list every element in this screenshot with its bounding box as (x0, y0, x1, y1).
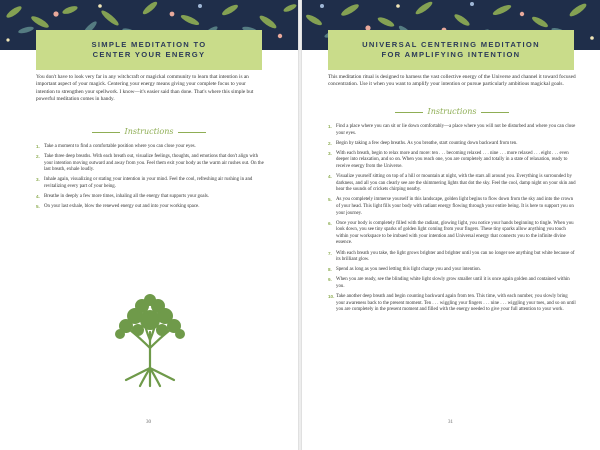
step-number: 3. (328, 150, 332, 156)
left-instructions-label: Instructions (124, 127, 174, 136)
right-instructions-label: Instructions (427, 107, 477, 116)
step-number: 6. (328, 220, 332, 226)
list-item (328, 141, 576, 148)
step-number: 8. (328, 267, 332, 273)
step-text: Find a place where you can sit or lie down comfortably—a place where you will not be disturbed and where you can close your eyes. (336, 124, 576, 136)
right-title-line-1: UNIVERSAL CENTERING MEDITATION (362, 40, 540, 49)
left-steps-list (36, 144, 264, 214)
step-text: Once your body is completely filled with the radiant, glowing light, you notice your hands beginning to tingle. When you look down, you see tiny sparks of golden light coming from your fingers. These tiny sparks allow anything you touch within your workspace to be imbued with your intention and Universal energy that connects you to the infinite divine essence. (336, 220, 574, 246)
step-text: As you completely immerse yourself in this landscape, golden light begins to flow down from the sky and into the crown of your head. This light fills your body with radiant energy flowing through your entire being. It is here to support you on your journey. (336, 197, 574, 216)
right-title-box (328, 30, 574, 70)
list-item (36, 204, 264, 211)
left-title-box (36, 30, 262, 70)
left-instructions-heading (36, 127, 262, 136)
right-page (302, 0, 600, 450)
list-item (328, 221, 576, 247)
step-number: 5. (328, 197, 332, 203)
list-item (328, 267, 576, 274)
step-text: Begin by taking a few deep breaths. As you breathe, start counting down backward from ten. (336, 140, 518, 146)
list-item (36, 194, 264, 201)
heading-rule-left (92, 132, 120, 133)
left-page (0, 0, 298, 450)
step-text: When you are ready, see the blinding white light slowly grow smaller until it is once again golden and contained within you. (336, 277, 570, 289)
list-item (36, 154, 264, 174)
heading-rule-left (395, 112, 423, 113)
list-item (328, 151, 576, 171)
heading-rule-right (481, 112, 509, 113)
right-title-line-2: FOR AMPLIFYING INTENTION (381, 50, 521, 59)
step-text: Breathe in deeply a few more times, inhaling all the energy that supports your goals. (44, 194, 210, 200)
left-page-number: 30 (146, 420, 151, 425)
step-text: Visualize yourself sitting on top of a hill or mountain at night, with the stars all around you. Everything is surrounded by darkness, and all you can clearly see are the shimmering lights that dot the sky. Feel the cool, damp night on your skin and hear the sounds of crickets chirping nearby. (336, 174, 576, 193)
right-instructions-heading (328, 107, 576, 116)
step-text: With each breath, begin to relax more and more: ten . . . becoming relaxed . . . nine . . . more relaxed . . . eight . . . even deeper into relaxation, and so on. When you reach one, you are completely and totally in a state of relaxation, ready to receive energy from the Universe. (336, 150, 569, 169)
list-item (328, 174, 576, 194)
tree-of-life-icon (100, 290, 200, 390)
step-text: Take a moment to find a comfortable position where you can close your eyes. (44, 144, 196, 149)
right-page-number: 31 (448, 420, 453, 425)
list-item (36, 144, 264, 151)
step-number: 7. (328, 250, 332, 256)
step-text: Inhale again, visualizing or stating your intention in your mind. Feel the cool, refreshing air rushing in and revitalizing every part of your being. (44, 177, 253, 189)
right-steps-list (328, 124, 576, 317)
step-number: 1. (328, 124, 332, 129)
list-item (36, 177, 264, 190)
step-number: 10. (328, 293, 335, 299)
step-number: 2. (328, 140, 332, 146)
step-number: 4. (36, 194, 40, 200)
step-number: 1. (36, 144, 40, 149)
list-item (328, 277, 576, 290)
step-text: On your last exhale, blow the renewed energy out and into your working space. (44, 204, 200, 210)
list-item (328, 124, 576, 137)
left-intro-paragraph: You don't have to look very far in any witchcraft or magickal community to learn that intention is an important aspect of your magick. Centering your energy means giving your complete focus to your intention to strengthen your spellwork. I know—it's easier said than done. That's where this simple but powerful meditation comes in handy. (36, 74, 254, 103)
step-text: With each breath you take, the light grows brighter and brighter until you can no longer see anything but white because of its brilliant glow. (336, 250, 575, 263)
step-number: 5. (36, 204, 40, 210)
step-number: 4. (328, 174, 332, 180)
heading-rule-right (178, 132, 206, 133)
step-number: 9. (328, 277, 332, 283)
step-number: 2. (36, 154, 40, 160)
list-item (328, 197, 576, 217)
list-item (328, 251, 576, 264)
left-title-line-2: CENTER YOUR ENERGY (92, 50, 206, 59)
right-intro-paragraph: This meditation ritual is designed to harness the vast collective energy of the Universe and channel it toward focused concentration. Use it when you want to amplify your intention or pursue particularly ambitious magickal goals. (328, 74, 576, 88)
step-text: Spend as long as you need letting this light charge you and your intention. (336, 267, 481, 273)
step-text: Take another deep breath and begin counting backward again from ten. This time, with each number, you slowly bring your awareness back to the present moment. Ten . . . wiggling your fingers . . . nine . . . wiggling your toes, and so on until you are completely in the present moment and filled with the energy needed to give your full attention to your work. (336, 293, 576, 313)
step-text: Take three deep breaths. With each breath out, visualize feelings, thoughts, and emotions that don't align with your intention moving outward and away from you. Feel them exit your body as the warm air rushes out. On the last breath, exhale loudly. (44, 154, 264, 173)
list-item (328, 294, 576, 314)
left-title-line-1: SIMPLE MEDITATION TO (91, 40, 207, 49)
step-number: 3. (36, 177, 40, 183)
